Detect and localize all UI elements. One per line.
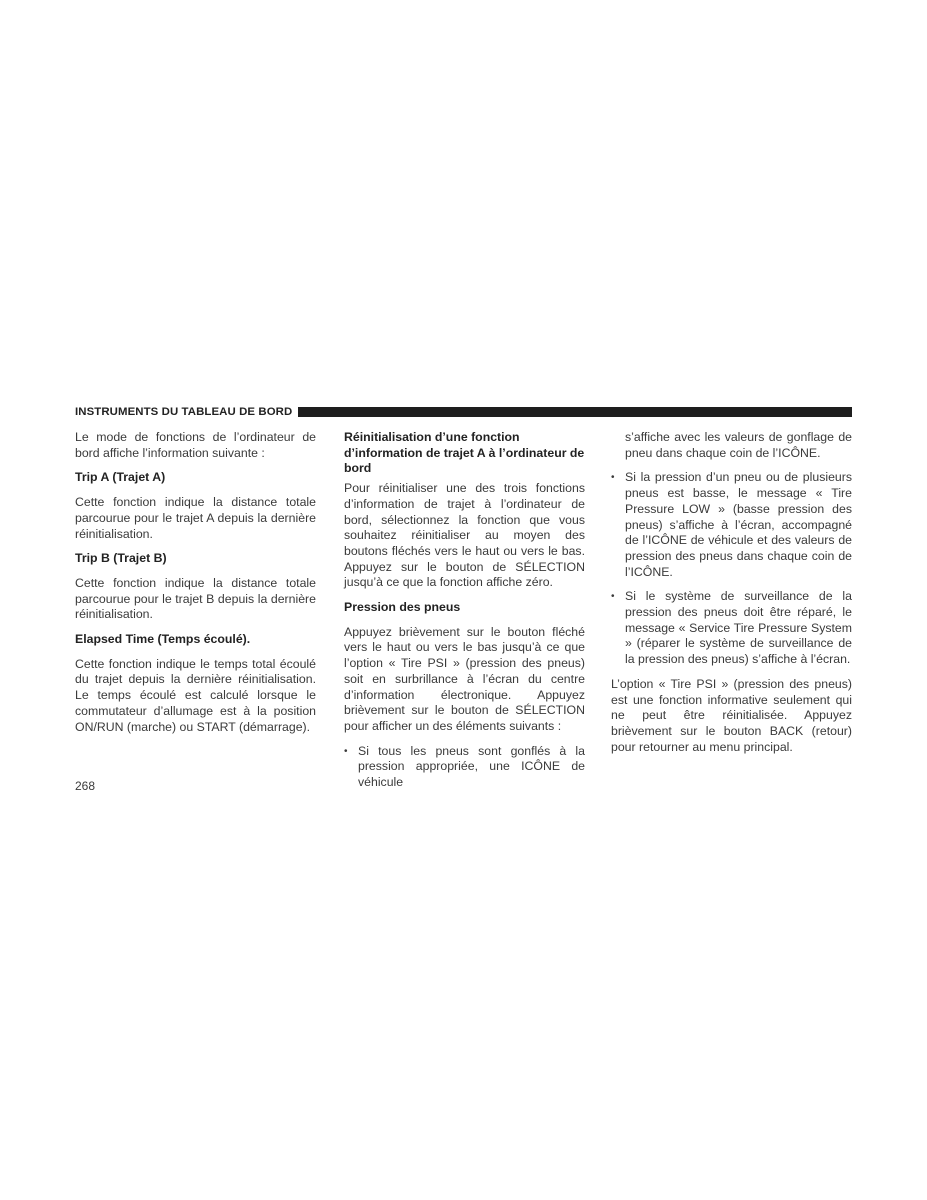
trip-b-heading: Trip B (Trajet B) — [75, 551, 167, 566]
bullet-icon: • — [611, 472, 615, 484]
column-middle — [344, 430, 585, 791]
header-rule — [298, 407, 852, 417]
list-item — [611, 470, 852, 580]
list-item — [344, 744, 585, 791]
bullet-icon: • — [611, 591, 615, 603]
tire-pressure-paragraph: Appuyez brièvement sur le bouton fléché vers le haut ou vers le bas jusqu’à ce que l’option « Tire PSI » (pression des pneus) soit en surbrillance à l’écran du centre d’information électronique. Appuyez brièvement sur le bouton de SÉLECTION pour afficher un des éléments suivants : — [344, 624, 585, 733]
tire-options-list-continued — [611, 470, 852, 667]
list-item — [611, 589, 852, 668]
elapsed-time-paragraph: Cette fonction indique le temps total écoulé du trajet depuis la dernière réinitialisation. Le temps écoulé est calculé lorsque le commutateur d’allumage est à la position ON/RUN (marche) ou START (démarrage). — [75, 656, 316, 734]
column-left — [75, 430, 316, 735]
intro-paragraph: Le mode de fonctions de l’ordinateur de bord affiche l’information suivante : — [75, 430, 316, 460]
elapsed-time-heading: Elapsed Time (Temps écoulé). — [75, 632, 251, 647]
tire-options-list — [344, 744, 585, 791]
list-item-continuation: s’affiche avec les valeurs de gonflage de pneu dans chaque coin de l’ICÔNE. — [625, 430, 852, 460]
reset-heading: Réinitialisation d’une fonction d’information de trajet A à l’ordinateur de bord — [344, 430, 585, 476]
trip-a-heading: Trip A (Trajet A) — [75, 470, 166, 485]
reset-paragraph: Pour réinitialiser une des trois fonctions d’information de trajet à l’ordinateur de bord, sélectionnez la fonction que vous souhaitez réinitialiser au moyen des boutons fléchés vers le haut ou vers le bas. Appuyez sur le bouton de SÉLECTION jusqu’à ce que la fonction affiche zéro. — [344, 481, 585, 590]
page-number: 268 — [75, 779, 96, 793]
section-title: INSTRUMENTS DU TABLEAU DE BORD — [75, 406, 293, 418]
trip-b-paragraph: Cette fonction indique la distance totale parcourue pour le trajet B depuis la dernière réinitialisation. — [75, 575, 316, 622]
tire-pressure-heading: Pression des pneus — [344, 600, 461, 615]
bullet-icon: • — [344, 745, 348, 757]
column-right — [611, 430, 852, 755]
list-item-text: Si la pression d’un pneu ou de plusieurs pneus est basse, le message « Tire Pressure LOW » (basse pression des pneus) s’affiche à l’écran, accompagné de l’ICÔNE de véhicule et des valeurs de pression des pneus dans chaque coin de l’ICÔNE. — [625, 470, 852, 579]
section-header — [75, 404, 852, 420]
list-item-text: Si le système de surveillance de la pression des pneus doit être réparé, le message « Service Tire Pressure System » (réparer le système de surveillance de la pression des pneus) s’affiche à l’écran. — [625, 589, 852, 667]
trip-a-paragraph: Cette fonction indique la distance totale parcourue pour le trajet A depuis la dernière réinitialisation. — [75, 495, 316, 541]
list-item-text: Si tous les pneus sont gonflés à la pression appropriée, une ICÔNE de véhicule — [358, 743, 585, 790]
closing-paragraph: L’option « Tire PSI » (pression des pneus) est une fonction informative seulement qui ne peut être réinitialisée. Appuyez brièvement sur le bouton BACK (retour) pour retourner au menu principal. — [611, 676, 852, 754]
